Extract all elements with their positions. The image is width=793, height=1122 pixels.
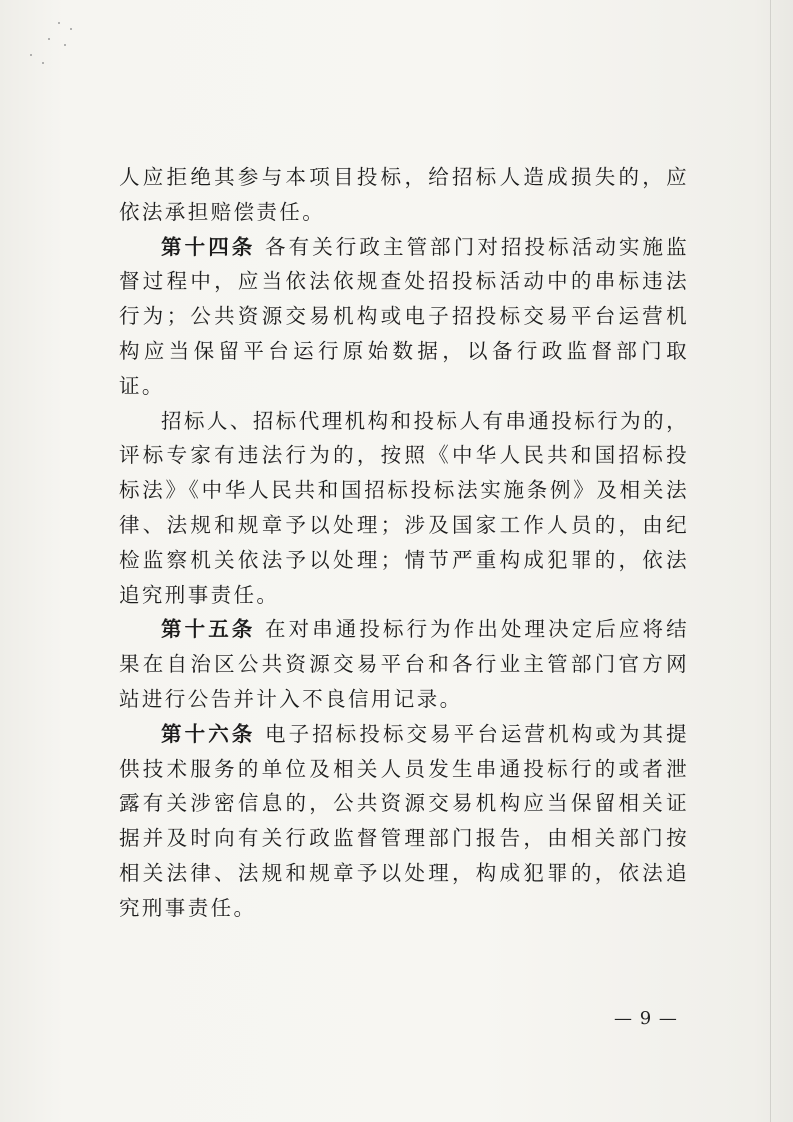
scan-specks — [18, 18, 88, 78]
paragraph-2 — [119, 230, 689, 404]
paragraph-1 — [119, 160, 689, 230]
article-heading: 第十四条 — [161, 234, 256, 259]
article-heading: 第十六条 — [161, 721, 256, 746]
paragraph-3 — [119, 404, 689, 613]
body-text — [119, 160, 689, 926]
scan-edge-line — [770, 0, 771, 1122]
paragraph-text: 在对串通投标行为作出处理决定后应将结果在自治区公共资源交易平台和各行业主管部门官方网站进行公告并计入不良信用记录。 — [119, 617, 690, 711]
page-number: — 9 — — [614, 1008, 678, 1029]
article-heading: 第十五条 — [161, 617, 256, 642]
paragraph-5 — [119, 717, 689, 926]
paragraph-text: 招标人、招标代理机构和投标人有串通投标行为的，评标专家有违法行为的，按照《中华人民共和国招标投标法》《中华人民共和国招标投标法实施条例》及相关法律、法规和规章予以处理；涉及国家工作人员的，由纪检监察机关依法予以处理；情节严重构成犯罪的，依法追究刑事责任。 — [119, 408, 689, 607]
paragraph-text: 人应拒绝其参与本项目投标，给招标人造成损失的，应依法承担赔偿责任。 — [119, 165, 689, 224]
paragraph-text: 各有关行政主管部门对招投标活动实施监督过程中，应当依法依规查处招投标活动中的串标违法行为；公共资源交易机构或电子招投标交易平台运营机构应当保留平台运行原始数据，以备行政监督部门取证。 — [119, 234, 690, 398]
paragraph-text: 电子招标投标交易平台运营机构或为其提供技术服务的单位及相关人员发生串通投标行的或者泄露有关涉密信息的，公共资源交易机构应当保留相关证据并及时向有关行政监督管理部门报告，由相关部门按相关法律、法规和规章予以处理，构成犯罪的，依法追究刑事责任。 — [119, 721, 690, 920]
paragraph-4 — [119, 612, 689, 716]
